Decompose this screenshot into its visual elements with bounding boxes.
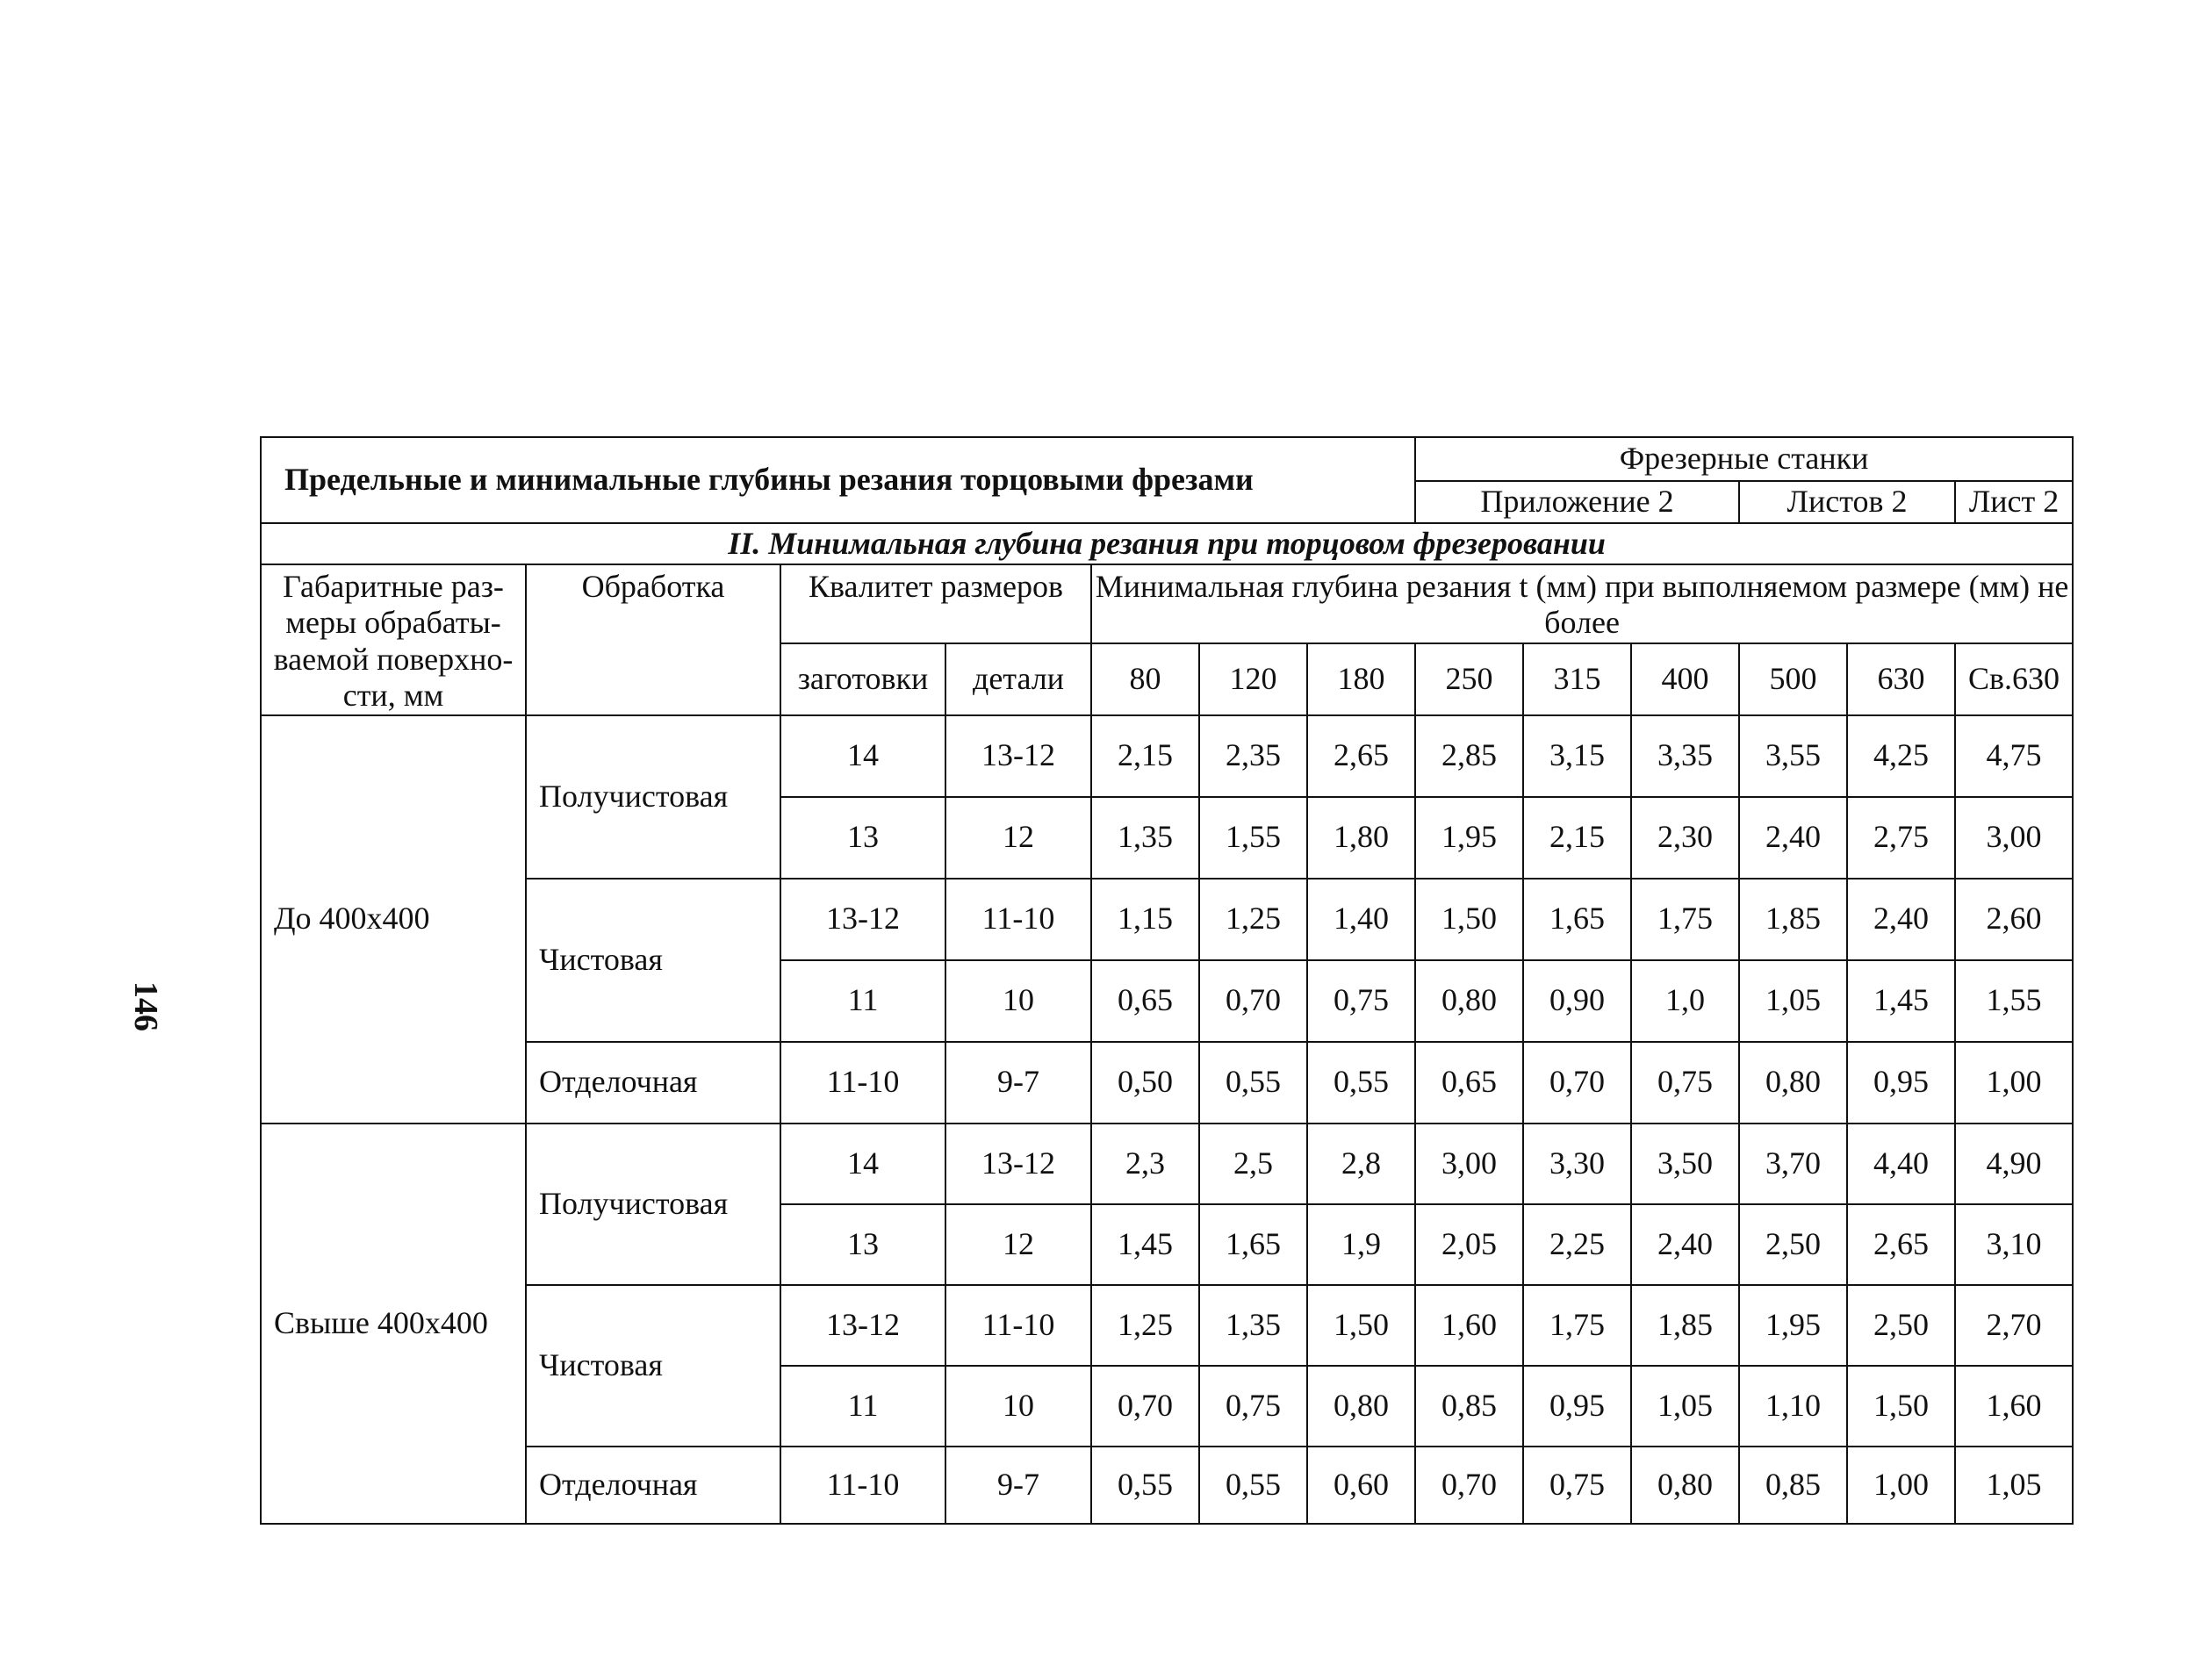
part-tolerance-cell: 13-12	[945, 715, 1091, 797]
sheet-label: Лист 2	[1955, 481, 2073, 523]
part-tolerance-cell: 9-7	[945, 1042, 1091, 1124]
depth-value: 1,65	[1199, 1204, 1307, 1285]
depth-value: 1,75	[1631, 879, 1739, 960]
depth-value: 2,65	[1847, 1204, 1955, 1285]
depth-value: 2,25	[1523, 1204, 1631, 1285]
depth-value: 2,50	[1739, 1204, 1847, 1285]
depth-value: 1,35	[1199, 1285, 1307, 1366]
depth-value: 1,50	[1307, 1285, 1415, 1366]
section-row	[261, 523, 2073, 564]
part-tolerance-cell: 12	[945, 1204, 1091, 1285]
depth-value: 0,75	[1523, 1447, 1631, 1524]
processing-cell: Отделочная	[526, 1447, 780, 1524]
blank-tolerance-cell: 13-12	[780, 879, 945, 960]
depth-value: 1,80	[1307, 797, 1415, 879]
depth-value: 1,25	[1199, 879, 1307, 960]
depth-value: 0,55	[1091, 1447, 1199, 1524]
depth-value: 1,0	[1631, 960, 1739, 1042]
tolerance-header: Квалитет размеров	[780, 564, 1091, 643]
processing-header: Обработка	[526, 564, 780, 715]
depth-value: 2,75	[1847, 797, 1955, 879]
size-header: 180	[1307, 643, 1415, 714]
depth-value: 0,60	[1307, 1447, 1415, 1524]
part-tolerance-cell: 11-10	[945, 1285, 1091, 1366]
depth-value: 0,50	[1091, 1042, 1199, 1124]
depth-value: 0,55	[1199, 1042, 1307, 1124]
section-title: II. Минимальная глубина резания при торцовом фрезеровании	[261, 523, 2073, 564]
depth-value: 0,95	[1847, 1042, 1955, 1124]
depth-value: 4,25	[1847, 715, 1955, 797]
depth-value: 1,05	[1739, 960, 1847, 1042]
depth-value: 1,05	[1631, 1366, 1739, 1447]
depth-value: 2,40	[1631, 1204, 1739, 1285]
depth-value: 0,85	[1739, 1447, 1847, 1524]
depth-value: 3,70	[1739, 1124, 1847, 1204]
depth-value: 2,65	[1307, 715, 1415, 797]
depth-value: 1,85	[1631, 1285, 1739, 1366]
depth-value: 3,00	[1955, 797, 2073, 879]
depth-value: 1,45	[1847, 960, 1955, 1042]
machine-group: Фрезерные станки	[1415, 437, 2073, 481]
sheets-total-label: Листов 2	[1739, 481, 1955, 523]
blank-tolerance-cell: 13	[780, 797, 945, 879]
depth-value: 2,35	[1199, 715, 1307, 797]
depth-value: 3,35	[1631, 715, 1739, 797]
depth-value: 1,75	[1523, 1285, 1631, 1366]
depth-value: 3,10	[1955, 1204, 2073, 1285]
size-header: Св.630	[1955, 643, 2073, 714]
depth-value: 4,90	[1955, 1124, 2073, 1204]
depth-value: 2,40	[1739, 797, 1847, 879]
depth-value: 2,50	[1847, 1285, 1955, 1366]
depth-value: 1,95	[1739, 1285, 1847, 1366]
depth-value: 1,60	[1415, 1285, 1523, 1366]
depth-value: 1,95	[1415, 797, 1523, 879]
depth-value: 2,05	[1415, 1204, 1523, 1285]
depth-value: 2,5	[1199, 1124, 1307, 1204]
depth-value: 1,05	[1955, 1447, 2073, 1524]
depth-value: 0,75	[1307, 960, 1415, 1042]
depth-value: 1,55	[1199, 797, 1307, 879]
depth-value: 1,85	[1739, 879, 1847, 960]
depth-value: 0,80	[1631, 1447, 1739, 1524]
depth-value: 2,15	[1091, 715, 1199, 797]
processing-cell: Чистовая	[526, 879, 780, 1042]
depth-value: 0,75	[1199, 1366, 1307, 1447]
dimension-cell: До 400х400	[261, 715, 526, 1124]
min-depth-header: Минимальная глубина резания t (мм) при выполняемом размере (мм) не более	[1091, 564, 2073, 643]
depth-value: 2,3	[1091, 1124, 1199, 1204]
blank-tolerance-cell: 11-10	[780, 1447, 945, 1524]
depth-table	[260, 436, 2074, 1525]
depth-value: 1,50	[1415, 879, 1523, 960]
depth-value: 0,55	[1199, 1447, 1307, 1524]
blank-tolerance-cell: 13-12	[780, 1285, 945, 1366]
depth-value: 1,40	[1307, 879, 1415, 960]
depth-value: 1,55	[1955, 960, 2073, 1042]
depth-value: 0,75	[1631, 1042, 1739, 1124]
depth-value: 0,70	[1091, 1366, 1199, 1447]
depth-value: 3,55	[1739, 715, 1847, 797]
processing-cell: Получистовая	[526, 1124, 780, 1285]
size-header: 630	[1847, 643, 1955, 714]
depth-value: 0,80	[1415, 960, 1523, 1042]
tolerance-blank-header: заготовки	[780, 643, 945, 714]
blank-tolerance-cell: 11-10	[780, 1042, 945, 1124]
blank-tolerance-cell: 11	[780, 960, 945, 1042]
table-row	[261, 1124, 2073, 1204]
depth-value: 4,75	[1955, 715, 2073, 797]
size-header: 400	[1631, 643, 1739, 714]
page-number: 146	[127, 981, 164, 1031]
depth-value: 0,95	[1523, 1366, 1631, 1447]
part-tolerance-cell: 12	[945, 797, 1091, 879]
depth-value: 3,00	[1415, 1124, 1523, 1204]
depth-value: 1,00	[1847, 1447, 1955, 1524]
depth-value: 2,60	[1955, 879, 2073, 960]
depth-value: 0,65	[1415, 1042, 1523, 1124]
depth-value: 0,90	[1523, 960, 1631, 1042]
dimension-cell: Свыше 400х400	[261, 1124, 526, 1524]
table-row	[261, 715, 2073, 797]
column-header-row-1	[261, 564, 2073, 643]
part-tolerance-cell: 9-7	[945, 1447, 1091, 1524]
blank-tolerance-cell: 14	[780, 715, 945, 797]
depth-value: 4,40	[1847, 1124, 1955, 1204]
blank-tolerance-cell: 13	[780, 1204, 945, 1285]
processing-cell: Получистовая	[526, 715, 780, 879]
depth-value: 0,70	[1415, 1447, 1523, 1524]
size-header: 500	[1739, 643, 1847, 714]
depth-value: 1,45	[1091, 1204, 1199, 1285]
size-header: 250	[1415, 643, 1523, 714]
size-header: 315	[1523, 643, 1631, 714]
depth-value: 1,60	[1955, 1366, 2073, 1447]
table-row	[261, 879, 2073, 960]
appendix-label: Приложение 2	[1415, 481, 1739, 523]
depth-value: 0,70	[1199, 960, 1307, 1042]
part-tolerance-cell: 11-10	[945, 879, 1091, 960]
table-title: Предельные и минимальные глубины резания торцовыми фрезами	[261, 437, 1415, 523]
depth-value: 0,65	[1091, 960, 1199, 1042]
blank-tolerance-cell: 11	[780, 1366, 945, 1447]
part-tolerance-cell: 10	[945, 1366, 1091, 1447]
size-header: 120	[1199, 643, 1307, 714]
depth-value: 0,80	[1739, 1042, 1847, 1124]
table-row	[261, 1042, 2073, 1124]
depth-value: 0,85	[1415, 1366, 1523, 1447]
depth-value: 1,35	[1091, 797, 1199, 879]
depth-value: 1,9	[1307, 1204, 1415, 1285]
dimensions-header: Габаритные раз-меры обрабаты-ваемой поверхно-сти, мм	[261, 564, 526, 715]
depth-value: 3,15	[1523, 715, 1631, 797]
depth-value: 2,40	[1847, 879, 1955, 960]
blank-tolerance-cell: 14	[780, 1124, 945, 1204]
depth-value: 1,00	[1955, 1042, 2073, 1124]
part-tolerance-cell: 10	[945, 960, 1091, 1042]
processing-cell: Отделочная	[526, 1042, 780, 1124]
table-row	[261, 1447, 2073, 1524]
depth-value: 2,30	[1631, 797, 1739, 879]
depth-value: 3,50	[1631, 1124, 1739, 1204]
size-header: 80	[1091, 643, 1199, 714]
depth-value: 2,8	[1307, 1124, 1415, 1204]
table-row	[261, 1285, 2073, 1366]
depth-value: 2,85	[1415, 715, 1523, 797]
depth-value: 1,10	[1739, 1366, 1847, 1447]
processing-cell: Чистовая	[526, 1285, 780, 1447]
document-sheet	[260, 436, 2072, 1521]
depth-value: 0,70	[1523, 1042, 1631, 1124]
depth-value: 2,70	[1955, 1285, 2073, 1366]
part-tolerance-cell: 13-12	[945, 1124, 1091, 1204]
depth-value: 1,50	[1847, 1366, 1955, 1447]
tolerance-part-header: детали	[945, 643, 1091, 714]
depth-value: 0,55	[1307, 1042, 1415, 1124]
header-row-1	[261, 437, 2073, 481]
depth-value: 2,15	[1523, 797, 1631, 879]
depth-value: 3,30	[1523, 1124, 1631, 1204]
depth-value: 1,65	[1523, 879, 1631, 960]
depth-value: 1,15	[1091, 879, 1199, 960]
depth-value: 0,80	[1307, 1366, 1415, 1447]
depth-value: 1,25	[1091, 1285, 1199, 1366]
